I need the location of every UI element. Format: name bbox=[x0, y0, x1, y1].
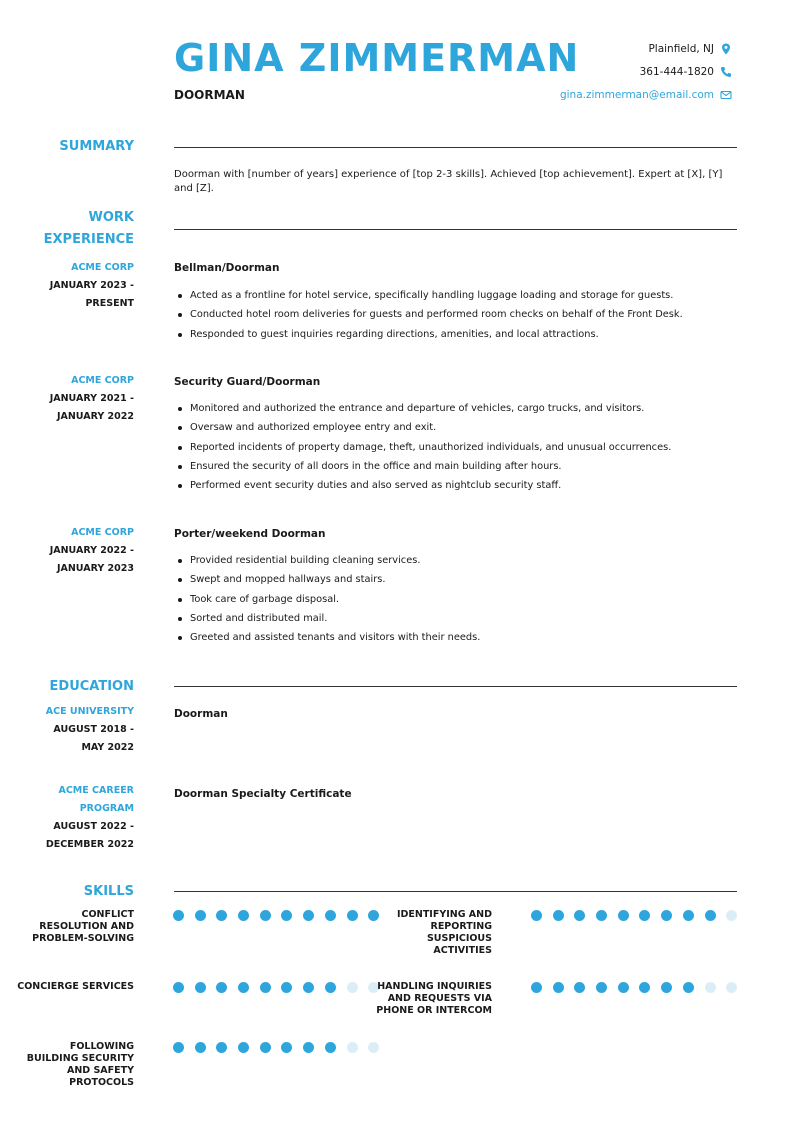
education-school bbox=[58, 782, 134, 818]
experience-heading-line2: EXPERIENCE bbox=[43, 232, 134, 247]
skill-name-line: SUSPICIOUS bbox=[426, 933, 492, 944]
rating-dot-filled bbox=[238, 910, 249, 921]
job-company: ACME CORP bbox=[71, 527, 134, 538]
skill-name-line: REPORTING bbox=[430, 921, 492, 932]
list-item: Provided residential building cleaning services. bbox=[174, 551, 744, 570]
education-degree: Doorman bbox=[174, 708, 228, 720]
education-school-line2: PROGRAM bbox=[79, 803, 134, 814]
rating-dot-filled bbox=[260, 1042, 271, 1053]
job-dates bbox=[50, 390, 134, 426]
summary-heading: SUMMARY bbox=[59, 139, 134, 154]
rating-dot-empty bbox=[726, 910, 737, 921]
skill-name-line: BUILDING SECURITY bbox=[26, 1053, 134, 1064]
job-dates-start: JANUARY 2022 - bbox=[49, 545, 134, 556]
education-school-line1: ACME CAREER bbox=[58, 785, 134, 796]
contact-location bbox=[648, 43, 732, 55]
list-item: Greeted and assisted tenants and visitors with their needs. bbox=[174, 628, 744, 647]
candidate-name: GINA ZIMMERMAN bbox=[174, 36, 580, 80]
job-dates bbox=[50, 277, 134, 313]
rating-dot-filled bbox=[531, 982, 542, 993]
rating-dot-filled bbox=[173, 982, 184, 993]
phone-text: 361-444-1820 bbox=[639, 66, 714, 78]
rating-dot-empty bbox=[347, 1042, 358, 1053]
email-icon bbox=[720, 89, 732, 101]
skill-rating bbox=[531, 910, 737, 921]
list-item: Swept and mopped hallways and stairs. bbox=[174, 570, 744, 589]
list-item: Reported incidents of property damage, theft, unauthorized individuals, and unusual occurrences. bbox=[174, 438, 744, 457]
rating-dot-filled bbox=[281, 1042, 292, 1053]
skill-name-line: FOLLOWING bbox=[69, 1041, 134, 1052]
rating-dot-filled bbox=[325, 1042, 336, 1053]
job-bullets bbox=[174, 551, 744, 647]
job-dates-end: JANUARY 2022 bbox=[56, 411, 134, 422]
skill-name bbox=[27, 1041, 134, 1089]
skill-rating bbox=[173, 910, 379, 921]
rating-dot-filled bbox=[195, 910, 206, 921]
job-bullets bbox=[174, 286, 744, 344]
skill-name bbox=[32, 909, 134, 945]
skill-name-line: IDENTIFYING AND bbox=[396, 909, 492, 920]
list-item: Ensured the security of all doors in the office and main building after hours. bbox=[174, 457, 744, 476]
skill-name-line: CONCIERGE SERVICES bbox=[17, 981, 134, 992]
list-item: Acted as a frontline for hotel service, specifically handling luggage loading and storage for guests. bbox=[174, 286, 744, 305]
rating-dot-empty bbox=[347, 982, 358, 993]
skill-name-line: HANDLING INQUIRIES bbox=[377, 981, 492, 992]
summary-text: Doorman with [number of years] experience of [top 2-3 skills]. Achieved [top achievement]. Expert at [X], [Y] and [Z]. bbox=[174, 169, 723, 194]
rating-dot-filled bbox=[260, 982, 271, 993]
job-dates-start: JANUARY 2021 - bbox=[49, 393, 134, 404]
rating-dot-filled bbox=[639, 982, 650, 993]
rating-dot-filled bbox=[303, 910, 314, 921]
list-item: Performed event security duties and also served as nightclub security staff. bbox=[174, 476, 744, 495]
list-item: Took care of garbage disposal. bbox=[174, 590, 744, 609]
job-dates-end: JANUARY 2023 bbox=[56, 563, 134, 574]
rating-dot-filled bbox=[347, 910, 358, 921]
list-item: Sorted and distributed mail. bbox=[174, 609, 744, 628]
education-dates bbox=[46, 818, 134, 854]
rating-dot-filled bbox=[553, 982, 564, 993]
rating-dot-filled bbox=[281, 982, 292, 993]
rating-dot-filled bbox=[260, 910, 271, 921]
skill-name bbox=[17, 981, 134, 993]
rating-dot-filled bbox=[325, 982, 336, 993]
skill-name bbox=[376, 981, 492, 1017]
job-dates-end: PRESENT bbox=[85, 298, 134, 309]
skills-divider bbox=[174, 891, 737, 892]
skill-name bbox=[397, 909, 492, 957]
summary-divider bbox=[174, 147, 737, 148]
rating-dot-filled bbox=[639, 910, 650, 921]
rating-dot-filled bbox=[303, 982, 314, 993]
education-dates-end: MAY 2022 bbox=[81, 742, 134, 753]
contact-phone bbox=[640, 66, 732, 78]
location-pin-icon bbox=[720, 43, 732, 55]
job-company: ACME CORP bbox=[71, 375, 134, 386]
candidate-role: DOORMAN bbox=[174, 88, 245, 102]
education-school: ACE UNIVERSITY bbox=[45, 706, 134, 717]
rating-dot-filled bbox=[574, 982, 585, 993]
skill-name-line: PHONE OR INTERCOM bbox=[376, 1005, 492, 1016]
rating-dot-empty bbox=[726, 982, 737, 993]
education-dates-start: AUGUST 2018 - bbox=[53, 724, 134, 735]
rating-dot-filled bbox=[705, 910, 716, 921]
skill-name-line: CONFLICT bbox=[81, 909, 134, 920]
job-dates-start: JANUARY 2023 - bbox=[49, 280, 134, 291]
job-bullets bbox=[174, 399, 744, 495]
rating-dot-filled bbox=[618, 910, 629, 921]
rating-dot-filled bbox=[325, 910, 336, 921]
skills-heading: SKILLS bbox=[83, 884, 134, 899]
skill-rating bbox=[531, 982, 737, 993]
rating-dot-empty bbox=[368, 1042, 379, 1053]
rating-dot-filled bbox=[216, 910, 227, 921]
job-dates bbox=[50, 542, 134, 578]
education-dates bbox=[53, 721, 134, 757]
rating-dot-filled bbox=[683, 982, 694, 993]
education-dates-start: AUGUST 2022 - bbox=[53, 821, 134, 832]
rating-dot-filled bbox=[238, 1042, 249, 1053]
education-degree: Doorman Specialty Certificate bbox=[174, 788, 352, 800]
list-item: Oversaw and authorized employee entry and exit. bbox=[174, 418, 744, 437]
email-link[interactable]: gina.zimmerman@email.com bbox=[559, 89, 714, 101]
rating-dot-filled bbox=[195, 1042, 206, 1053]
skill-name-line: AND SAFETY bbox=[66, 1065, 134, 1076]
experience-heading bbox=[44, 207, 134, 251]
skill-rating bbox=[173, 982, 379, 993]
skill-name-line: PROTOCOLS bbox=[69, 1077, 134, 1088]
rating-dot-filled bbox=[216, 1042, 227, 1053]
rating-dot-filled bbox=[216, 982, 227, 993]
rating-dot-filled bbox=[683, 910, 694, 921]
rating-dot-filled bbox=[596, 910, 607, 921]
list-item: Conducted hotel room deliveries for guests and performed room checks on behalf of the Front Desk. bbox=[174, 305, 744, 324]
phone-icon bbox=[720, 66, 732, 78]
rating-dot-filled bbox=[553, 910, 564, 921]
job-title: Security Guard/Doorman bbox=[174, 376, 321, 388]
rating-dot-filled bbox=[618, 982, 629, 993]
rating-dot-filled bbox=[661, 982, 672, 993]
education-dates-end: DECEMBER 2022 bbox=[45, 839, 134, 850]
skill-rating bbox=[173, 1042, 379, 1053]
rating-dot-filled bbox=[596, 982, 607, 993]
job-title: Porter/weekend Doorman bbox=[174, 528, 326, 540]
experience-divider bbox=[174, 229, 737, 230]
rating-dot-filled bbox=[661, 910, 672, 921]
skill-name-line: PROBLEM-SOLVING bbox=[32, 933, 134, 944]
contact-email[interactable] bbox=[560, 89, 732, 101]
rating-dot-filled bbox=[238, 982, 249, 993]
job-company: ACME CORP bbox=[71, 262, 134, 273]
location-text: Plainfield, NJ bbox=[648, 43, 714, 55]
skill-name-line: AND REQUESTS VIA bbox=[387, 993, 492, 1004]
list-item: Responded to guest inquiries regarding directions, amenities, and local attractions. bbox=[174, 325, 744, 344]
list-item: Monitored and authorized the entrance and departure of vehicles, cargo trucks, and visitors. bbox=[174, 399, 744, 418]
education-heading: EDUCATION bbox=[49, 679, 134, 694]
rating-dot-filled bbox=[368, 910, 379, 921]
job-title: Bellman/Doorman bbox=[174, 262, 280, 274]
experience-heading-line1: WORK bbox=[88, 210, 134, 225]
education-divider bbox=[174, 686, 737, 687]
skill-name-line: RESOLUTION AND bbox=[39, 921, 134, 932]
rating-dot-filled bbox=[574, 910, 585, 921]
rating-dot-filled bbox=[281, 910, 292, 921]
rating-dot-filled bbox=[195, 982, 206, 993]
rating-dot-empty bbox=[705, 982, 716, 993]
rating-dot-filled bbox=[303, 1042, 314, 1053]
rating-dot-filled bbox=[173, 910, 184, 921]
rating-dot-filled bbox=[173, 1042, 184, 1053]
rating-dot-filled bbox=[531, 910, 542, 921]
skill-name-line: ACTIVITIES bbox=[433, 945, 492, 956]
